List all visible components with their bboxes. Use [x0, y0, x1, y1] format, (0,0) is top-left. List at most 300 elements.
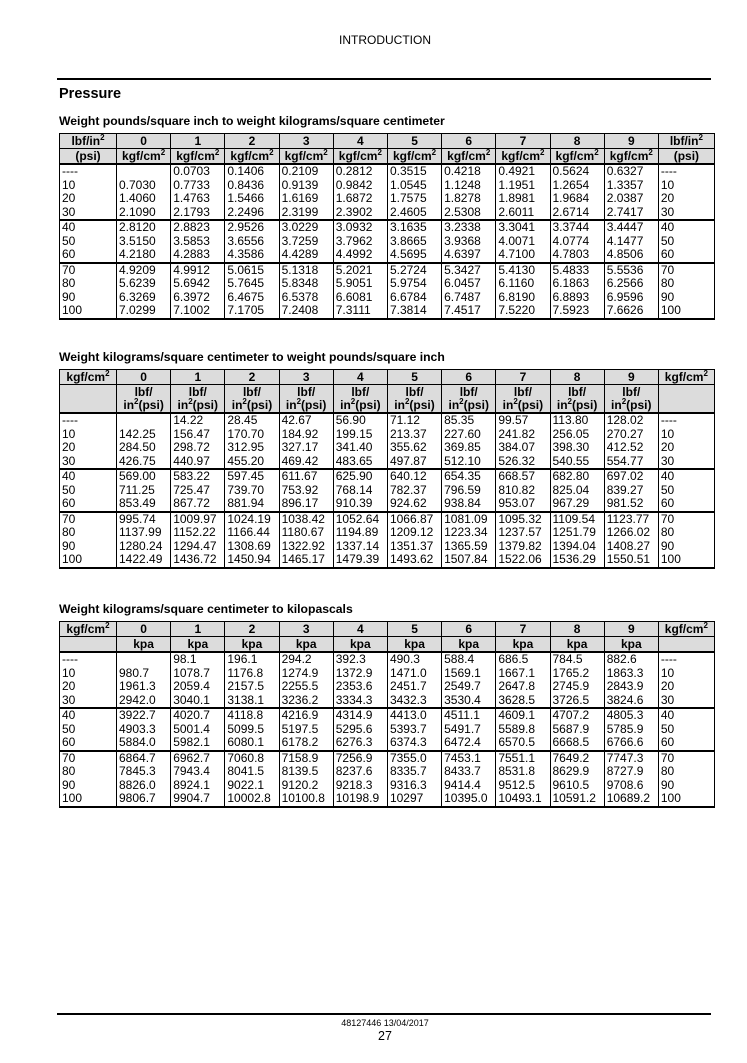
column-header-digit: 3	[279, 134, 333, 149]
unit-line1: lbf/	[351, 385, 370, 399]
value-cell: 298.72	[171, 441, 225, 455]
table-row	[60, 497, 715, 512]
value-cell: 1.6169	[279, 192, 333, 206]
unit-base: kgf/cm	[66, 622, 106, 636]
value-cell: 1436.72	[171, 553, 225, 568]
column-header-digit: 2	[225, 370, 279, 385]
value-cell: 4118.8	[225, 708, 279, 723]
value-cell: 588.4	[442, 652, 496, 667]
unit-line1: lbf/	[188, 385, 207, 399]
unit-base: kpa	[350, 637, 371, 651]
corner-left-unit	[60, 134, 117, 149]
column-unit-label	[333, 149, 387, 165]
row-label: 30	[60, 206, 117, 221]
value-cell	[117, 164, 171, 179]
value-cell: 597.45	[225, 469, 279, 484]
row-label-right: 40	[658, 220, 714, 235]
table-row	[60, 792, 715, 807]
value-cell: 9806.7	[117, 792, 171, 807]
value-cell: 5295.6	[333, 723, 387, 737]
value-cell: 1237.57	[496, 526, 550, 540]
table-row	[60, 540, 715, 554]
value-cell: 1450.94	[225, 553, 279, 568]
value-cell: 3726.5	[550, 694, 604, 709]
row-label: 20	[60, 192, 117, 206]
header-row-units	[60, 637, 715, 653]
value-cell: 1.1951	[496, 179, 550, 193]
column-unit-label	[442, 637, 496, 653]
unit-superscript: 2	[100, 133, 105, 142]
bottom-rule-divider	[57, 1013, 711, 1015]
table-row	[60, 512, 715, 527]
row-label: 100	[60, 304, 117, 319]
value-cell: 3628.5	[496, 694, 550, 709]
unit-superscript: 2	[377, 148, 382, 157]
value-cell: 0.2109	[279, 164, 333, 179]
value-cell: 6472.4	[442, 736, 496, 751]
value-cell: 6864.7	[117, 751, 171, 766]
value-cell: 4314.9	[333, 708, 387, 723]
value-cell: 3040.1	[171, 694, 225, 709]
row-label-right: 30	[658, 694, 714, 709]
row-label-right: 10	[658, 179, 714, 193]
value-cell: 6668.5	[550, 736, 604, 751]
value-cell: 1176.8	[225, 667, 279, 681]
value-cell: 526.32	[496, 455, 550, 470]
column-unit-label	[496, 637, 550, 653]
value-cell: 98.1	[171, 652, 225, 667]
column-unit-label	[550, 149, 604, 165]
table-title-kgfcm2-to-kpa: Weight kilograms/square centimeter to kilopascals	[59, 602, 353, 616]
row-label-right: 60	[658, 736, 714, 751]
value-cell: 1479.39	[333, 553, 387, 568]
value-cell: 1536.29	[550, 553, 604, 568]
table-row	[60, 179, 715, 193]
value-cell: 6.3269	[117, 291, 171, 305]
value-cell: 4.8506	[604, 248, 658, 263]
value-cell: 227.60	[442, 428, 496, 442]
unit-suffix: (psi)	[626, 398, 652, 412]
column-unit-label	[279, 385, 333, 414]
value-cell: 6.2566	[604, 277, 658, 291]
value-cell: 3.7962	[333, 235, 387, 249]
value-cell: 384.07	[496, 441, 550, 455]
value-cell: 1507.84	[442, 553, 496, 568]
value-cell: 611.67	[279, 469, 333, 484]
unit-suffix: (psi)	[463, 398, 489, 412]
value-cell: 241.82	[496, 428, 550, 442]
table-row	[60, 708, 715, 723]
value-cell: 7.5220	[496, 304, 550, 319]
value-cell: 0.0703	[171, 164, 225, 179]
value-cell: 7845.3	[117, 765, 171, 779]
value-cell: 5099.5	[225, 723, 279, 737]
value-cell: 2157.5	[225, 680, 279, 694]
value-cell: 0.4218	[442, 164, 496, 179]
value-cell: 4216.9	[279, 708, 333, 723]
value-cell: 128.02	[604, 413, 658, 428]
column-unit-label	[117, 385, 171, 414]
row-label-right: 80	[658, 277, 714, 291]
column-header-digit: 0	[117, 134, 171, 149]
unit-base: in	[123, 398, 135, 412]
value-cell: 1209.12	[387, 526, 441, 540]
table-row	[60, 779, 715, 793]
value-cell: 0.9139	[279, 179, 333, 193]
value-cell: 1961.3	[117, 680, 171, 694]
top-rule-divider	[57, 78, 711, 80]
value-cell: 1123.77	[604, 512, 658, 527]
value-cell: 5687.9	[550, 723, 604, 737]
value-cell: 697.02	[604, 469, 658, 484]
column-header-digit: 6	[442, 134, 496, 149]
value-cell: 686.5	[496, 652, 550, 667]
value-cell: 9316.3	[387, 779, 441, 793]
unit-base: kpa	[241, 637, 263, 651]
value-cell: 569.00	[117, 469, 171, 484]
column-unit-label	[550, 637, 604, 653]
value-cell: 2.1090	[117, 206, 171, 221]
table-row	[60, 248, 715, 263]
value-cell: 398.30	[550, 441, 604, 455]
value-cell: 156.47	[171, 428, 225, 442]
header-row-units	[60, 385, 715, 414]
row-label-right: 50	[658, 484, 714, 498]
value-cell: 1465.17	[279, 553, 333, 568]
running-head: INTRODUCTION	[339, 33, 431, 47]
unit-base: lbf/in	[71, 134, 101, 148]
value-cell: 4903.3	[117, 723, 171, 737]
unit-base: kgf/cm	[66, 370, 106, 384]
value-cell: 5.9051	[333, 277, 387, 291]
value-cell: 1471.0	[387, 667, 441, 681]
value-cell: 4.4289	[279, 248, 333, 263]
column-unit-label	[387, 149, 441, 165]
unit-suffix: (psi)	[138, 398, 164, 412]
unit-base: kgf/cm	[609, 149, 649, 163]
unit-base: kgf/cm	[338, 149, 378, 163]
value-cell: 1493.62	[387, 553, 441, 568]
value-cell: 784.5	[550, 652, 604, 667]
row-label-right: 100	[658, 792, 714, 807]
value-cell: 184.92	[279, 428, 333, 442]
row-label: 100	[60, 553, 117, 568]
column-unit-label	[279, 149, 333, 165]
value-cell: 9610.5	[550, 779, 604, 793]
unit-superscript: 2	[350, 397, 356, 406]
value-cell: 1.6872	[333, 192, 387, 206]
value-cell: 469.42	[279, 455, 333, 470]
value-cell: 9120.2	[279, 779, 333, 793]
row-label: 60	[60, 497, 117, 512]
value-cell: 426.75	[117, 455, 171, 470]
value-cell: 5.0615	[225, 263, 279, 278]
column-unit-label	[225, 637, 279, 653]
value-cell: 0.1406	[225, 164, 279, 179]
table-row	[60, 455, 715, 470]
value-cell: 9708.6	[604, 779, 658, 793]
value-cell: 8924.1	[171, 779, 225, 793]
value-cell: 2.9526	[225, 220, 279, 235]
value-cell: 753.92	[279, 484, 333, 498]
value-cell: 6080.1	[225, 736, 279, 751]
column-unit-label	[117, 637, 171, 653]
value-cell: 3138.1	[225, 694, 279, 709]
value-cell: 867.72	[171, 497, 225, 512]
row-label: 10	[60, 428, 117, 442]
value-cell: 7256.9	[333, 751, 387, 766]
value-cell: 8041.5	[225, 765, 279, 779]
value-cell: 6.6784	[387, 291, 441, 305]
unit-base: in	[340, 398, 351, 412]
column-header-digit: 4	[333, 134, 387, 149]
unit-base: kgf/cm	[176, 149, 215, 163]
value-cell: 2843.9	[604, 680, 658, 694]
column-unit-label	[442, 149, 496, 165]
header-row-units	[60, 149, 715, 165]
row-label-right: 10	[658, 667, 714, 681]
value-cell	[117, 413, 171, 428]
value-cell: 3.2338	[442, 220, 496, 235]
row-label: ----	[60, 652, 117, 667]
document-id: 48127446 13/04/2017	[341, 1018, 429, 1028]
value-cell: 2942.0	[117, 694, 171, 709]
column-header-digit: 5	[387, 622, 441, 637]
value-cell: 640.12	[387, 469, 441, 484]
value-cell: 2.6011	[496, 206, 550, 221]
value-cell: 1765.2	[550, 667, 604, 681]
unit-superscript: 2	[160, 148, 166, 157]
unit-superscript: 2	[404, 397, 410, 406]
unit-base: kpa	[404, 637, 425, 651]
value-cell: 1863.3	[604, 667, 658, 681]
header-row-digits	[60, 370, 715, 385]
row-label-right: 70	[658, 512, 714, 527]
table-row	[60, 484, 715, 498]
value-cell: 5.8348	[279, 277, 333, 291]
unit-suffix: (psi)	[192, 398, 219, 412]
value-cell: 6.5378	[279, 291, 333, 305]
unit-superscript: 2	[105, 621, 110, 630]
value-cell: 2745.9	[550, 680, 604, 694]
value-cell: 8237.6	[333, 765, 387, 779]
table-row	[60, 652, 715, 667]
value-cell: 7551.1	[496, 751, 550, 766]
value-cell: 3.0932	[333, 220, 387, 235]
value-cell: 483.65	[333, 455, 387, 470]
unit-base: in	[448, 398, 460, 412]
value-cell: 3432.3	[387, 694, 441, 709]
row-label: 90	[60, 291, 117, 305]
value-cell: 2255.5	[279, 680, 333, 694]
value-cell: 5.6942	[171, 277, 225, 291]
value-cell: 1569.1	[442, 667, 496, 681]
value-cell: 4.7803	[550, 248, 604, 263]
column-header-digit: 0	[117, 370, 171, 385]
value-cell: 8629.9	[550, 765, 604, 779]
row-label: 100	[60, 792, 117, 807]
page-number: 27	[378, 1029, 392, 1043]
unit-line1: lbf/	[622, 385, 641, 399]
value-cell: 924.62	[387, 497, 441, 512]
table-title-psi-to-kgfcm2: Weight pounds/square inch to weight kilograms/square centimeter	[59, 114, 445, 128]
column-header-digit: 8	[550, 370, 604, 385]
column-unit-label	[117, 149, 171, 165]
value-cell: 1251.79	[550, 526, 604, 540]
unit-superscript: 2	[459, 397, 464, 406]
column-header-digit: 3	[279, 622, 333, 637]
row-label-right: 40	[658, 708, 714, 723]
unit-base: lbf/in	[669, 134, 699, 148]
value-cell: 8727.9	[604, 765, 658, 779]
unit-superscript: 2	[323, 148, 328, 157]
row-label-right: 60	[658, 248, 714, 263]
value-cell: 8531.8	[496, 765, 550, 779]
value-cell: 4413.0	[387, 708, 441, 723]
row-label-right: 90	[658, 779, 714, 793]
unit-superscript: 2	[594, 148, 599, 157]
column-unit-label	[225, 149, 279, 165]
value-cell: 7158.9	[279, 751, 333, 766]
unit-base: kgf/cm	[501, 149, 541, 163]
value-cell: 5.2021	[333, 263, 387, 278]
value-cell: 6.4675	[225, 291, 279, 305]
table-psi-to-kgfcm2	[59, 133, 715, 320]
value-cell: 1294.47	[171, 540, 225, 554]
value-cell: 654.35	[442, 469, 496, 484]
corner-right-unit	[658, 134, 714, 149]
unit-superscript: 2	[648, 148, 653, 157]
value-cell: 1.2654	[550, 179, 604, 193]
value-cell: 668.57	[496, 469, 550, 484]
value-cell: 3.7259	[279, 235, 333, 249]
row-label-right: 50	[658, 235, 714, 249]
unit-base: in	[177, 398, 189, 412]
unit-base: in	[556, 398, 568, 412]
value-cell: 392.3	[333, 652, 387, 667]
corner-left-sub	[60, 637, 117, 653]
row-label: 30	[60, 694, 117, 709]
column-unit-label	[333, 637, 387, 653]
value-cell: 10198.9	[333, 792, 387, 807]
value-cell: 6.8190	[496, 291, 550, 305]
column-unit-label	[171, 637, 225, 653]
value-cell: 2.7417	[604, 206, 658, 221]
value-cell: 4.9912	[171, 263, 225, 278]
table-row	[60, 553, 715, 568]
value-cell: 1.1248	[442, 179, 496, 193]
table-row	[60, 469, 715, 484]
table-title-kgfcm2-to-psi: Weight kilograms/square centimeter to weight pounds/square inch	[59, 350, 445, 364]
unit-base: kpa	[187, 637, 209, 651]
column-header-digit: 5	[387, 370, 441, 385]
value-cell: 2.4605	[387, 206, 441, 221]
column-unit-label	[225, 385, 279, 414]
value-cell: 7.3111	[333, 304, 387, 319]
unit-base: in	[611, 398, 622, 412]
value-cell: 739.70	[225, 484, 279, 498]
value-cell: 554.77	[604, 455, 658, 470]
value-cell: 99.57	[496, 413, 550, 428]
value-cell: 2.1793	[171, 206, 225, 221]
value-cell: 0.2812	[333, 164, 387, 179]
value-cell: 5884.0	[117, 736, 171, 751]
unit-base: kgf/cm	[230, 149, 270, 163]
value-cell: 270.27	[604, 428, 658, 442]
value-cell: 369.85	[442, 441, 496, 455]
value-cell: 3.0229	[279, 220, 333, 235]
column-unit-label	[604, 149, 658, 165]
corner-left-unit	[60, 370, 117, 385]
column-unit-label	[604, 385, 658, 414]
row-label: 90	[60, 779, 117, 793]
column-unit-label	[387, 385, 441, 414]
column-header-digit: 2	[225, 134, 279, 149]
value-cell: 490.3	[387, 652, 441, 667]
value-cell: 0.8436	[225, 179, 279, 193]
row-label-right: 90	[658, 291, 714, 305]
value-cell: 5.4130	[496, 263, 550, 278]
unit-superscript: 2	[540, 148, 545, 157]
unit-superscript: 2	[296, 397, 302, 406]
value-cell: 881.94	[225, 497, 279, 512]
value-cell: 1266.02	[604, 526, 658, 540]
unit-superscript: 2	[513, 397, 518, 406]
value-cell: 995.74	[117, 512, 171, 527]
column-header-digit: 3	[279, 370, 333, 385]
value-cell: 9022.1	[225, 779, 279, 793]
value-cell: 1522.06	[496, 553, 550, 568]
value-cell: 9218.3	[333, 779, 387, 793]
value-cell: 412.52	[604, 441, 658, 455]
row-label-right: ----	[658, 164, 714, 179]
value-cell: 839.27	[604, 484, 658, 498]
value-cell: 6766.6	[604, 736, 658, 751]
column-header-digit: 1	[171, 134, 225, 149]
value-cell: 5.1318	[279, 263, 333, 278]
row-label-right: 20	[658, 192, 714, 206]
value-cell: 2451.7	[387, 680, 441, 694]
row-label: 80	[60, 765, 117, 779]
value-cell: 3.1635	[387, 220, 441, 235]
value-cell: 1095.32	[496, 512, 550, 527]
value-cell: 825.04	[550, 484, 604, 498]
value-cell: 4609.1	[496, 708, 550, 723]
value-cell: 1365.59	[442, 540, 496, 554]
row-label: ----	[60, 413, 117, 428]
value-cell: 455.20	[225, 455, 279, 470]
column-header-digit: 9	[604, 622, 658, 637]
value-cell: 938.84	[442, 497, 496, 512]
column-header-digit: 0	[117, 622, 171, 637]
value-cell: 56.90	[333, 413, 387, 428]
row-label: 20	[60, 680, 117, 694]
value-cell: 2.0387	[604, 192, 658, 206]
corner-left-sub: (psi)	[60, 149, 117, 165]
value-cell: 142.25	[117, 428, 171, 442]
value-cell: 327.17	[279, 441, 333, 455]
column-header-digit: 6	[442, 370, 496, 385]
column-header-digit: 7	[496, 622, 550, 637]
value-cell: 5.9754	[387, 277, 441, 291]
value-cell: 1351.37	[387, 540, 441, 554]
value-cell: 440.97	[171, 455, 225, 470]
value-cell: 4.6397	[442, 248, 496, 263]
row-label: 40	[60, 708, 117, 723]
value-cell	[117, 652, 171, 667]
value-cell: 8335.7	[387, 765, 441, 779]
row-label: 50	[60, 484, 117, 498]
